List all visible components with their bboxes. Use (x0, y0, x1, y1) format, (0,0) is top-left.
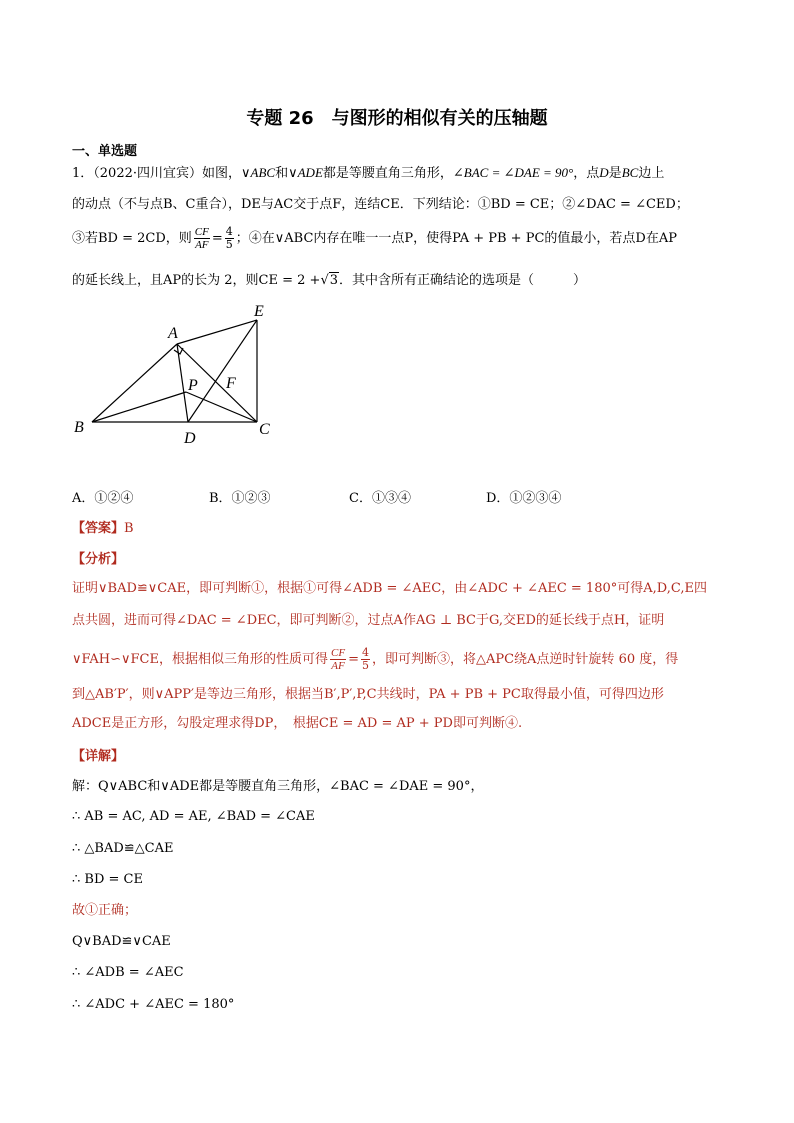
question-text: 都是等腰直角三角形， (322, 166, 453, 181)
sqrt-radicand: 3 (329, 273, 339, 288)
segment-ad (177, 344, 188, 422)
option-b: B．①②③ (209, 491, 271, 506)
figure-label-a: A (168, 325, 178, 342)
figure-label-d: D (184, 430, 196, 447)
analysis-line-3 (72, 647, 678, 672)
detail-line-8: ∴ ∠ADC + ∠AEC = 180° (72, 997, 235, 1012)
detail-line-7: ∴ ∠ADB = ∠AEC (72, 965, 184, 980)
fraction-denominator: 5 (225, 238, 233, 251)
question-text: ．其中含所有正确结论的选项是（ ） (339, 273, 587, 288)
math-angle-equation: ∠BAC = ∠DAE = 90° (452, 165, 574, 180)
geometry-figure (70, 300, 290, 450)
sqrt-symbol: √ (320, 273, 329, 288)
figure-label-e: E (254, 303, 264, 320)
question-text: ；④在∨ABC内存在唯一一点P，使得PA + PB + PC的值最小，若点D在AP (235, 231, 677, 246)
option-c: C．①③④ (349, 491, 411, 506)
detail-tag: 【详解】 (72, 749, 125, 764)
fraction-four-fifths (361, 647, 370, 672)
fraction-numerator: CF (194, 226, 209, 238)
fraction-denominator: AF (331, 660, 345, 672)
math-triangle-ade: ∨ADE (288, 165, 323, 180)
figure-label-p: P (188, 377, 198, 394)
page-title: 专题 26 与图形的相似有关的压轴题 (246, 108, 548, 129)
math-segment-bc: BC (621, 165, 639, 180)
figure-label-f: F (226, 375, 236, 392)
segment-bp (92, 392, 186, 422)
figure-label-c: C (259, 421, 270, 438)
section-heading: 一、单选题 (72, 144, 138, 159)
analysis-line-1: 证明∨BAD≌∨CAE，即可判断①，根据①可得∠ADB = ∠AEC，由∠ADC + ∠AEC = 180°可得A,D,C,E四 (72, 581, 707, 596)
fraction-numerator: 4 (225, 225, 233, 238)
fraction-denominator: 5 (361, 659, 369, 672)
equals-sign: = (211, 231, 223, 246)
analysis-line-4: 到△AB′P′，则∨APP′是等边三角形，根据当B′,P′,P,C共线时，PA + PB + PC取得最小值，可得四边形 (72, 687, 664, 702)
analysis-line-2: 点共圆，进而可得∠DAC = ∠DEC，即可判断②，过点A作AG ⊥ BC于G,交ED的延长线于点H，证明 (72, 613, 665, 628)
detail-line-6: Q∨BAD≌∨CAE (72, 934, 171, 949)
analysis-line-5: ADCE是正方形，勾股定理求得DP， 根据CE = AD = AP + PD即可判断④. (72, 716, 523, 731)
option-d: D．①②③④ (486, 491, 562, 506)
equals-sign: = (348, 652, 359, 667)
math-point-d: D (599, 165, 609, 180)
question-line-2: 的动点（不与点B、C重合），DE与AC交于点F，连结CE．下列结论：①BD = CE；②∠DAC = ∠CED； (72, 197, 689, 212)
question-text: 边上 (638, 166, 665, 181)
fraction-numerator: 4 (361, 646, 369, 659)
question-line-4 (72, 272, 586, 290)
fraction-four-fifths (225, 226, 234, 251)
answer-options (72, 487, 672, 505)
fraction-cf-af (194, 226, 210, 251)
question-text: 的延长线上，且AP的长为 2，则CE = 2 + (72, 273, 321, 288)
segment-ed (188, 320, 257, 422)
answer-value: B (124, 521, 134, 536)
segment-pc (186, 392, 257, 422)
math-triangle-abc: ∨ABC (241, 165, 276, 180)
detail-line-2: ∴ AB = AC, AD = AE, ∠BAD = ∠CAE (72, 809, 315, 824)
segment-ae (177, 320, 257, 344)
question-text: 是 (608, 166, 622, 181)
answer-row (72, 517, 134, 536)
fraction-numerator: CF (331, 647, 346, 659)
question-line-3 (72, 226, 677, 251)
detail-line-1: 解：Q∨ABC和∨ADE都是等腰直角三角形，∠BAC = ∠DAE = 90°， (72, 779, 484, 794)
detail-line-4: ∴ BD = CE (72, 872, 143, 887)
figure-label-b: B (74, 419, 84, 436)
fraction-cf-af (330, 647, 346, 672)
detail-line-3: ∴ △BAD≌△CAE (72, 841, 174, 856)
answer-tag: 【答案】 (72, 521, 125, 536)
question-text: ③若BD = 2CD，则 (72, 231, 192, 246)
analysis-text: ，即可判断③，将△APC绕A点逆时针旋转 60 度，得 (371, 652, 679, 667)
question-line-1 (72, 164, 664, 183)
question-text: 和 (275, 166, 289, 181)
question-text: ，点 (573, 166, 600, 181)
detail-line-5: 故①正确； (72, 903, 138, 918)
question-text: 1．（2022·四川宜宾）如图， (72, 166, 241, 181)
option-a: A．①②④ (72, 491, 134, 506)
fraction-denominator: AF (195, 239, 209, 251)
analysis-text: ∨FAH∽∨FCE，根据相似三角形的性质可得 (72, 652, 328, 667)
segment-ba (92, 344, 177, 422)
analysis-tag: 【分析】 (72, 552, 125, 567)
